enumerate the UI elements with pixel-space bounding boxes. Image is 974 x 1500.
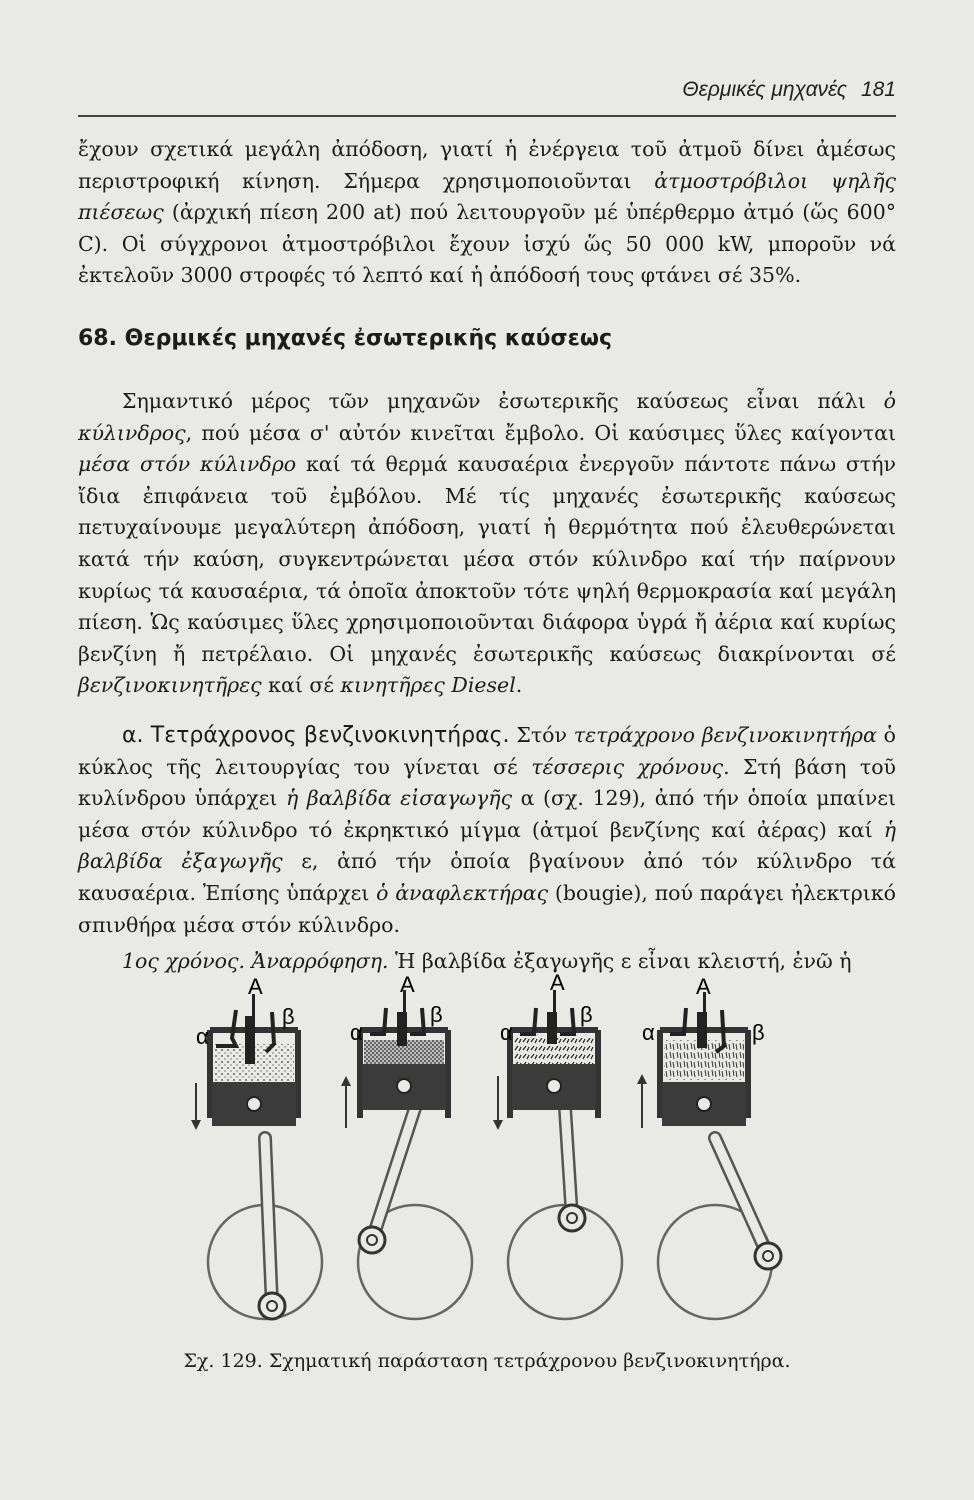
connecting-rod-1 xyxy=(265,1138,272,1306)
connecting-rod-2 xyxy=(372,1108,415,1240)
stroke-3-power xyxy=(493,970,622,1319)
connecting-rod-3 xyxy=(565,1108,572,1218)
valves-2 xyxy=(370,990,424,1046)
valves-3 xyxy=(520,990,574,1044)
crank-pin-4 xyxy=(755,1243,781,1269)
figure-caption: Σχ. 129. Σχηματική παράσταση τετράχρονου βενζινοκινητήρα. xyxy=(183,1350,791,1372)
crank-pin-1 xyxy=(259,1293,285,1319)
running-head-title: Θερμικές μηχανές xyxy=(682,78,847,101)
label-spark-1: A xyxy=(248,974,263,999)
crank-pin-2 xyxy=(359,1227,385,1253)
four-stroke-diagram xyxy=(190,970,790,1348)
motion-arrow-2 xyxy=(341,1076,351,1128)
label-exhaust-1: β xyxy=(282,1004,295,1029)
paragraph-steam-turbines: ἔχουν σχετικά μεγάλη ἀπόδοση, γιατί ἡ ἐνέργεια τοῦ ἀτμοῦ δίνει ἀμέσως περιστροφική κίνηση. Σήμερα χρησιμοποιοῦνται ἀτμοστρόβιλοι ψηλῆς πιέσεως (ἀρχική πίεση 200 at) πού λειτουργοῦν μέ ὑπέρθερμο ἀτμό (ὥς 600° C). Οἱ σύγχρονοι ἀτμοστρόβιλοι ἔχουν ἰσχύ ὥς 50 000 kW, μποροῦν νά ἐκτελοῦν 3000 στροφές τό λεπτό καί ἡ ἀπόδοσή τους φτάνει σέ 35%. xyxy=(78,137,896,288)
label-intake-4: α xyxy=(642,1020,655,1045)
label-exhaust-4: β xyxy=(752,1020,765,1045)
stroke-2-compression xyxy=(341,972,472,1319)
section-heading: 68. Θερμικές μηχανές ἐσωτερικῆς καύσεως xyxy=(78,326,612,351)
label-intake-2: α xyxy=(350,1020,363,1045)
stroke-1-intake xyxy=(191,974,322,1319)
engine-figure xyxy=(190,970,790,1348)
label-spark-3: A xyxy=(550,970,565,995)
page-number: 181 xyxy=(860,78,896,101)
subsection-heading: α. Τετράχρονος βενζινοκινητήρας. xyxy=(122,723,510,748)
paragraph-first-stroke: 1ος χρόνος. Ἀναρρόφηση. Ἡ βαλβίδα ἐξαγωγῆς ε εἶναι κλειστή, ἐνῶ ἡ xyxy=(122,949,852,973)
crank-pin-3 xyxy=(559,1205,585,1231)
label-exhaust-2: β xyxy=(430,1002,443,1027)
running-head xyxy=(78,78,896,102)
paragraph-internal-combustion: Σημαντικό μέρος τῶν μηχανῶν ἐσωτερικῆς καύσεως εἶναι πάλι ὁ κύλινδρος, πού μέσα σ' αὐτόν κινεῖται ἔμβολο. Οἱ καύσιμες ὕλες καίγονται μέσα στόν κύλινδρο καί τά θερμά καυσαέρια ἐνεργοῦν πάντοτε πάνω στήν ἴδια ἐπιφάνεια τοῦ ἐμβόλου. Μέ τίς μηχανές ἐσωτερικῆς καύσεως πετυχαίνουμε μεγαλύτερη ἀπόδοση, γιατί ἡ θερμότητα πού ἐλευθερώνεται κατά τήν καύση, συγκεντρώνεται μέσα στόν κύλινδρο καί τήν παίρνουν κυρίως τά καυσαέρια, τά ὁποῖα ἀποκτοῦν τότε ψηλή θερμοκρασία καί μεγάλη πίεση. Ὡς καύσιμες ὕλες χρησιμοποιοῦνται διάφορα ὑγρά ἤ ἀέρια καί κυρίως βενζίνη ἤ πετρέλαιο. Οἱ μηχανές ἐσωτερικῆς καύσεως διακρίνονται σέ βενζινοκινητῆρες καί σέ κινητῆρες Diesel. xyxy=(78,389,896,698)
label-spark-2: A xyxy=(400,972,415,997)
piston-1 xyxy=(212,1082,296,1126)
motion-arrow-3 xyxy=(493,1076,503,1130)
piston-3 xyxy=(512,1064,596,1110)
label-intake-3: α xyxy=(500,1020,513,1045)
label-exhaust-3: β xyxy=(580,1002,593,1027)
piston-4 xyxy=(662,1082,746,1126)
header-rule xyxy=(78,115,896,117)
connecting-rod-4 xyxy=(715,1138,768,1256)
label-spark-4: A xyxy=(696,974,711,999)
stroke-4-exhaust xyxy=(637,974,781,1319)
motion-arrow-1 xyxy=(191,1083,201,1130)
piston-2 xyxy=(362,1064,446,1110)
motion-arrow-4 xyxy=(637,1074,647,1128)
label-intake-1: α xyxy=(196,1024,209,1049)
paragraph-four-stroke: α. Τετράχρονος βενζινοκινητήρας. Στόν τετράχρονο βενζινοκινητήρα ὁ κύκλος τῆς λειτουργίας του γίνεται σέ τέσσερις χρόνους. Στή βάση τοῦ κυλίνδρου ὑπάρχει ἡ βαλβίδα εἰσαγωγῆς α (σχ. 129), ἀπό τήν ὁποία μπαίνει μέσα στόν κύλινδρο τό ἐκρηκτικό μίγμα (ἀτμοί βενζίνης καί ἀέρας) καί ἡ βαλβίδα ἐξαγωγῆς ε, ἀπό τήν ὁποία βγαίνουν ἀπό τόν κύλινδρο τά καυσαέρια. Ἐπίσης ὑπάρχει ὁ ἀναφλεκτήρας (bougie), πού παράγει ἠλεκτρικό σπινθήρα μέσα στόν κύλινδρο. xyxy=(78,723,896,937)
